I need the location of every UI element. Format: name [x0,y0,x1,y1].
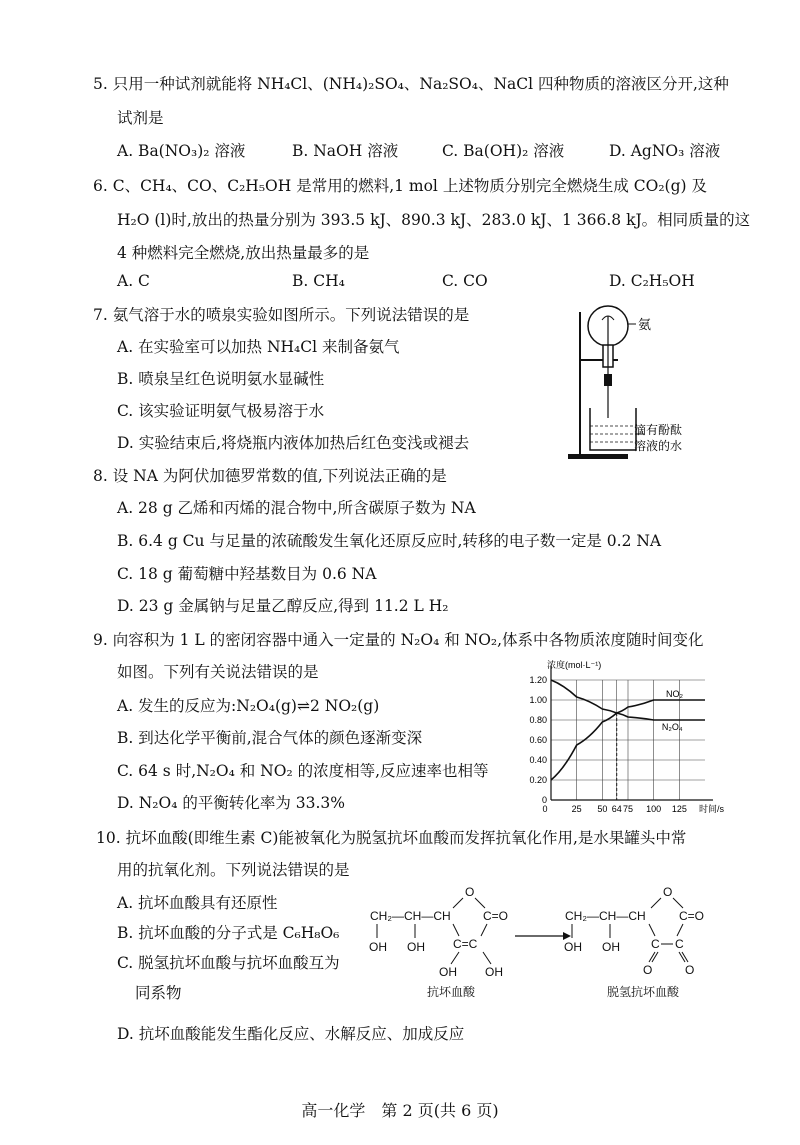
q9-option-b: B. 到达化学平衡前,混合气体的颜色逐渐变深 [117,729,423,747]
x-tick-label: 125 [671,804,687,814]
q10-option-c-line1: C. 脱氢抗坏血酸与抗坏血酸互为 [117,954,340,972]
y-axis-label: 浓度(mol·L⁻¹) [547,660,602,670]
label-ammonia: 氨 [638,317,652,332]
x-tick-label: 50 [597,804,608,814]
right-c-1: C [651,937,660,951]
q8-option-c: C. 18 g 葡萄糖中羟基数目为 0.6 NA [117,565,377,583]
y-tick-label: 1.20 [529,675,547,685]
q8-stem: 8. 设 NA 为阿伏加德罗常数的值,下列说法正确的是 [93,467,447,485]
q5-option-b: B. NaOH 溶液 [292,142,399,160]
y-tick-label: 0.80 [529,715,547,725]
q9-line2: 如图。下列有关说法错误的是 [117,663,319,681]
concentration-time-chart [515,658,725,820]
right-o-2: O [685,963,695,977]
q9-option-d: D. N₂O₄ 的平衡转化率为 33.3% [117,794,346,812]
q9-option-a: A. 发生的反应为:N₂O₄(g)⇌2 NO₂(g) [117,697,380,715]
q5-option-a: A. Ba(NO₃)₂ 溶液 [117,142,246,160]
left-oh-3: OH [439,965,457,979]
q7-option-c: C. 该实验证明氨气极易溶于水 [117,402,325,420]
q10-line1: 10. 抗坏血酸(即维生素 C)能被氧化为脱氢抗坏血酸而发挥抗氧化作用,是水果罐头中常 [96,829,687,847]
q6-option-d: D. C₂H₅OH [609,272,695,290]
left-oh-4: OH [485,965,503,979]
q10-line2: 用的抗氧化剂。下列说法错误的是 [117,861,350,879]
x-tick-label: 64 [611,804,622,814]
right-c-2: C [675,937,684,951]
left-oh-1: OH [369,940,387,954]
page-footer: 高一化学 第 2 页(共 6 页) [301,1101,499,1120]
q8-option-a: A. 28 g 乙烯和丙烯的混合物中,所含碳原子数为 NA [117,499,476,517]
q9-option-c: C. 64 s 时,N₂O₄ 和 NO₂ 的浓度相等,反应速率也相等 [117,762,489,780]
right-o-1: O [643,963,653,977]
q6-option-b: B. CH₄ [292,272,345,290]
q6-line2: H₂O (l)时,放出的热量分别为 393.5 kJ、890.3 kJ、283.0 kJ、1 366.8 kJ。相同质量的这 [117,211,751,229]
q6-line3: 4 种燃料完全燃烧,放出热量最多的是 [117,244,370,262]
q9-line1: 9. 向容积为 1 L 的密闭容器中通入一定量的 N₂O₄ 和 NO₂,体系中各物质浓度随时间变化 [93,631,704,649]
x-tick-label: 0 [542,804,548,814]
series-label-no2: NO₂ [665,689,683,699]
x-axis-label: 时间/s [699,804,725,814]
fountain-apparatus-figure [550,298,720,466]
q10-option-b: B. 抗坏血酸的分子式是 C₆H₈O₆ [117,924,340,942]
series-label-n2o4: N₂O₄ [661,722,683,732]
q10-option-d: D. 抗坏血酸能发生酯化反应、水解反应、加成反应 [117,1025,465,1043]
right-chain: CH₂—CH—CH [565,909,646,923]
x-tick-label: 100 [646,804,662,814]
y-tick-label: 0 [541,795,547,805]
q7-stem: 7. 氨气溶于水的喷泉实验如图所示。下列说法错误的是 [93,306,470,324]
right-oh-2: OH [602,940,620,954]
left-carbonyl: C=O [483,909,509,923]
x-tick-label: 75 [622,804,634,814]
q5-line1: 5. 只用一种试剂就能将 NH₄Cl、(NH₄)₂SO₄、Na₂SO₄、NaCl 四种物质的溶液区分开,这种 [93,75,729,93]
ascorbic-acid-structures [365,884,725,1002]
left-chain: CH₂—CH—CH [370,909,451,923]
y-tick-label: 0.60 [529,735,547,745]
q10-option-c-line2: 同系物 [135,984,182,1002]
q5-line2: 试剂是 [117,109,164,127]
right-oh-1: OH [564,940,582,954]
y-tick-label: 0.20 [529,775,547,785]
y-tick-label: 0.40 [529,755,547,765]
left-double-bond: C=C [453,937,478,951]
label-ascorbic-acid: 抗坏血酸 [427,985,476,999]
q7-option-b: B. 喷泉呈红色说明氨水显碱性 [117,370,325,388]
q5-option-d: D. AgNO₃ 溶液 [609,142,721,160]
right-ring-o: O [663,885,673,899]
right-carbonyl-1: C=O [679,909,705,923]
q7-option-d: D. 实验结束后,将烧瓶内液体加热后红色变浅或褪去 [117,434,470,452]
q6-option-a: A. C [117,272,150,290]
left-ring-o: O [465,885,475,899]
label-water-2: 溶液的水 [634,439,683,453]
q8-option-d: D. 23 g 金属钠与足量乙醇反应,得到 11.2 L H₂ [117,597,449,615]
left-oh-2: OH [407,940,425,954]
q6-line1: 6. C、CH₄、CO、C₂H₅OH 是常用的燃料,1 mol 上述物质分别完全燃烧生成 CO₂(g) 及 [93,177,707,195]
q5-option-c: C. Ba(OH)₂ 溶液 [442,142,565,160]
label-dehydroascorbic-acid: 脱氢抗坏血酸 [607,985,680,999]
q10-option-a: A. 抗坏血酸具有还原性 [117,894,278,912]
x-tick-label: 25 [571,804,582,814]
q6-option-c: C. CO [442,272,488,290]
q8-option-b: B. 6.4 g Cu 与足量的浓硫酸发生氧化还原反应时,转移的电子数一定是 0.2 NA [117,532,662,550]
label-water-1: 滴有酚酞 [634,423,683,437]
q7-option-a: A. 在实验室可以加热 NH₄Cl 来制备氨气 [117,338,400,356]
y-tick-label: 1.00 [529,695,547,705]
